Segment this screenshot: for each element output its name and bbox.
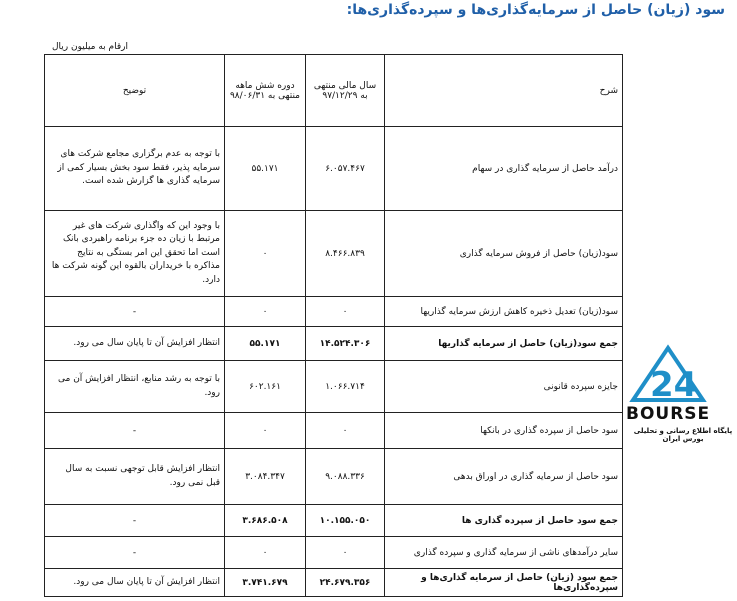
- row-six: ۳.۷۴۱.۶۷۹: [225, 569, 306, 597]
- row-desc: -: [45, 413, 225, 449]
- row-year: ۰: [306, 413, 385, 449]
- row-desc: -: [45, 505, 225, 537]
- row-sharh: سود حاصل از سرمایه گذاری در اوراق بدهی: [385, 449, 623, 505]
- row-sharh: سود(زیان) حاصل از فروش سرمایه گذاری: [385, 211, 623, 297]
- investment-income-table: [44, 54, 623, 597]
- table-row: [45, 569, 623, 597]
- row-sharh: جمع سود(زیان) حاصل از سرمایه گذاریها: [385, 327, 623, 361]
- row-sharh: سایر درآمدهای ناشی از سرمایه گذاری و سپرده گذاری: [385, 537, 623, 569]
- row-sharh: جمع سود حاصل از سپرده گذاری ها: [385, 505, 623, 537]
- row-year: ۶.۰۵۷.۴۶۷: [306, 127, 385, 211]
- logo-number: 24: [650, 365, 698, 405]
- row-six: ۰: [225, 297, 306, 327]
- header-six-month: دوره شش ماهه منتهی به ۹۸/۰۶/۳۱: [225, 55, 306, 127]
- row-desc: انتظار افزایش قابل توجهی نسبت به سال قبل نمی رود.: [45, 449, 225, 505]
- row-six: ۶۰۲.۱۶۱: [225, 361, 306, 413]
- table-row: [45, 537, 623, 569]
- row-desc: انتظار افزایش آن تا پایان سال می رود.: [45, 327, 225, 361]
- table-row: [45, 327, 623, 361]
- table-header-row: [45, 55, 623, 127]
- table-row: [45, 449, 623, 505]
- table-row: [45, 505, 623, 537]
- row-year: ۱.۰۶۶.۷۱۴: [306, 361, 385, 413]
- row-year: ۱۴.۵۲۴.۳۰۶: [306, 327, 385, 361]
- row-desc: با توجه به عدم برگزاری مجامع شرکت های سرمایه پذیر، فقط سود بخش بسیار کمی از سرمایه گذاری ها گزارش شده است.: [45, 127, 225, 211]
- row-year: ۸.۴۶۶.۸۳۹: [306, 211, 385, 297]
- table-row: [45, 361, 623, 413]
- row-desc: -: [45, 537, 225, 569]
- row-six: ۳.۶۸۶.۵۰۸: [225, 505, 306, 537]
- table-row: [45, 413, 623, 449]
- row-six: ۰: [225, 537, 306, 569]
- page-title: سود (زیان) حاصل از سرمایه‌گذاری‌ها و سپرده‌گذاری‌ها:: [346, 2, 725, 18]
- table-row: [45, 211, 623, 297]
- row-sharh: سود(زیان) تعدیل ذخیره کاهش ارزش سرمایه گذاریها: [385, 297, 623, 327]
- logo-tagline: پایگاه اطلاع رسانی و تحلیلی بورس ایران: [633, 427, 733, 443]
- row-sharh: جمع سود (زیان) حاصل از سرمایه گذاری‌ها و سپرده‌گذاری‌ها: [385, 569, 623, 597]
- row-year: ۰: [306, 537, 385, 569]
- row-six: ۵۵.۱۷۱: [225, 127, 306, 211]
- row-six: ۵۵.۱۷۱: [225, 327, 306, 361]
- row-six: ۰: [225, 413, 306, 449]
- row-year: ۰: [306, 297, 385, 327]
- row-desc: انتظار افزایش آن تا پایان سال می رود.: [45, 569, 225, 597]
- row-year: ۱۰.۱۵۵.۰۵۰: [306, 505, 385, 537]
- row-desc: -: [45, 297, 225, 327]
- header-sharh: شرح: [385, 55, 623, 127]
- row-sharh: جایزه سپرده قانونی: [385, 361, 623, 413]
- row-six: ۰: [225, 211, 306, 297]
- bourse24-logo-icon: [628, 340, 737, 440]
- row-sharh: درآمد حاصل از سرمایه گذاری در سهام: [385, 127, 623, 211]
- table-row: [45, 127, 623, 211]
- header-year: سال مالی منتهی به ۹۷/۱۲/۲۹: [306, 55, 385, 127]
- row-six: ۳.۰۸۴.۳۴۷: [225, 449, 306, 505]
- row-year: ۹.۰۸۸.۳۳۶: [306, 449, 385, 505]
- logo-brand: BOURSE: [626, 404, 711, 424]
- row-desc: با وجود این که واگذاری شرکت های غیر مرتبط با زیان ده جزء برنامه راهبردی بانک است اما تحقق این امر بستگی به نتایج مذاکره با خریداران بالقوه این گونه شرکت ها دارد.: [45, 211, 225, 297]
- header-desc: توضیح: [45, 55, 225, 127]
- unit-note: ارقام به میلیون ریال: [52, 42, 128, 52]
- row-sharh: سود حاصل از سپرده گذاری در بانکها: [385, 413, 623, 449]
- row-desc: با توجه به رشد منابع، انتظار افزایش آن می رود.: [45, 361, 225, 413]
- row-year: ۲۴.۶۷۹.۳۵۶: [306, 569, 385, 597]
- table-row: [45, 297, 623, 327]
